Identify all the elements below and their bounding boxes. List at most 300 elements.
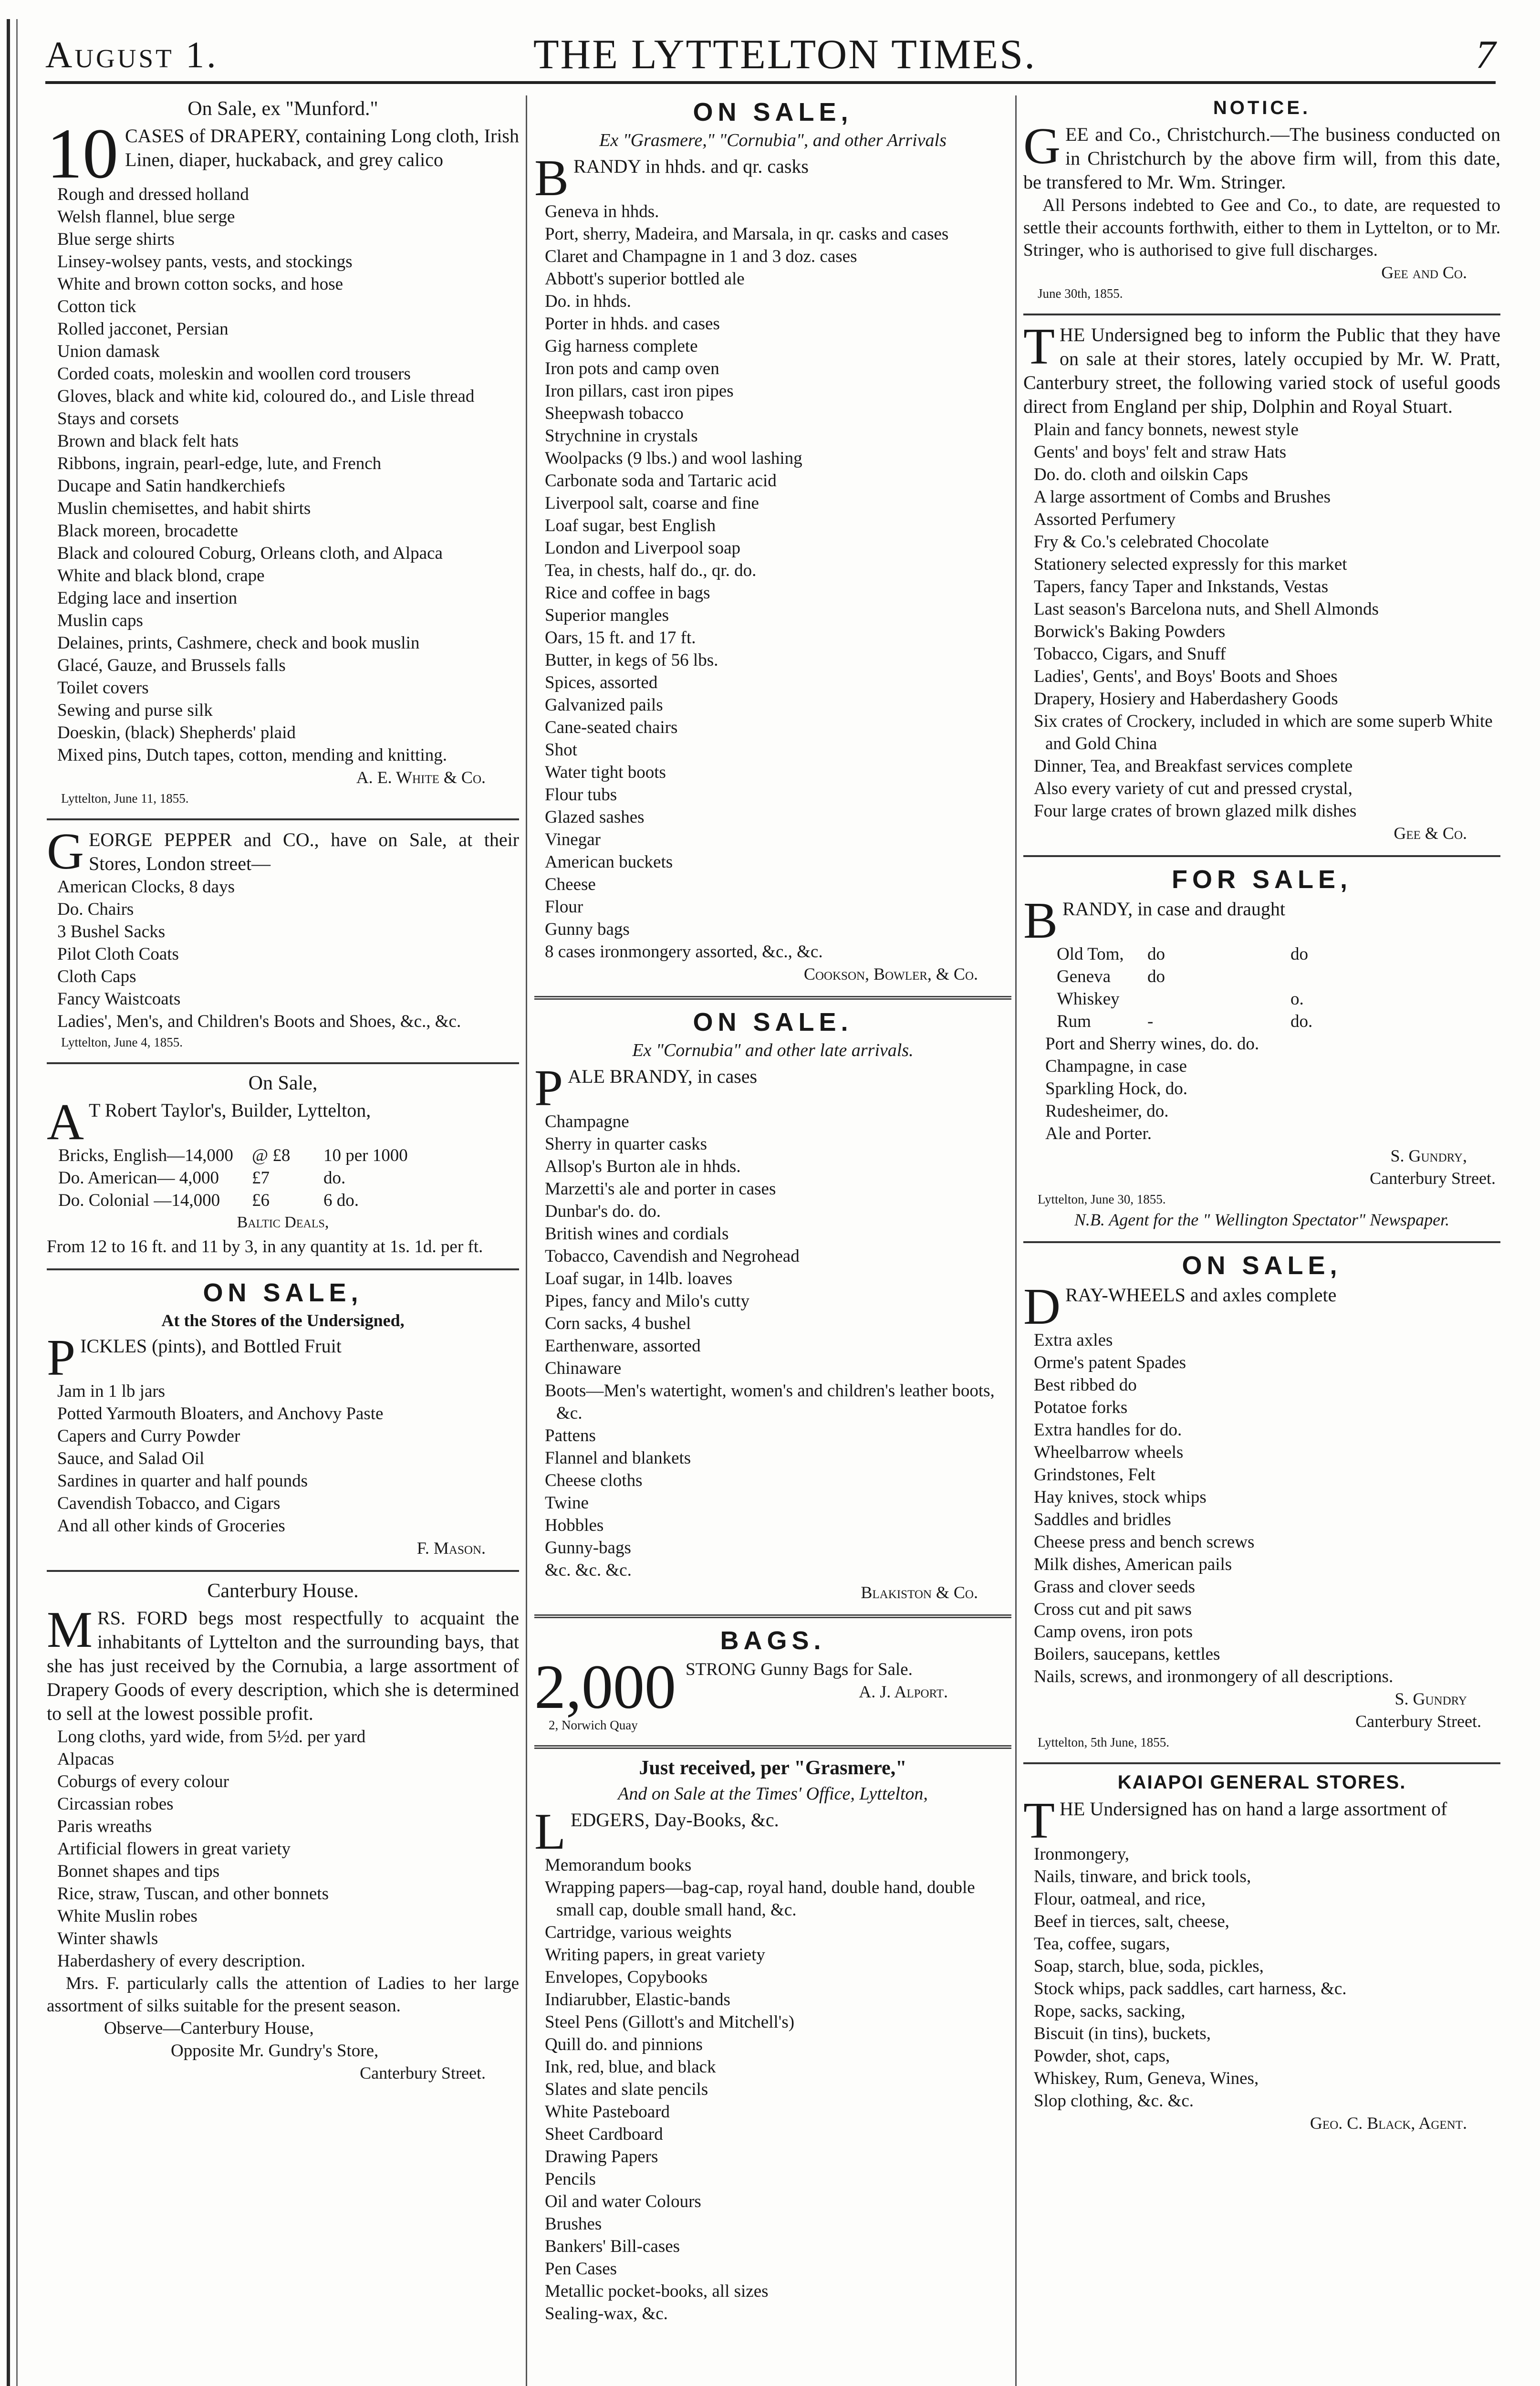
list-item: Artificial flowers in great variety xyxy=(57,1839,291,1859)
ad-divider xyxy=(534,1745,1011,1749)
list-item: Potatoe forks xyxy=(1034,1398,1128,1417)
list-item: Oil and water Colours xyxy=(545,2192,701,2211)
drop-cap: 10 xyxy=(47,114,118,193)
table-row xyxy=(1023,988,1500,1010)
ad-observe: Observe—Canterbury House, xyxy=(104,2019,314,2038)
ad-date: Lyttelton, 5th June, 1855. xyxy=(1038,1735,1169,1749)
drop-cap: P xyxy=(47,1329,76,1386)
list-item: Slop clothing, &c. &c. xyxy=(1034,2091,1194,2111)
list-item: Boots—Men's watertight, women's and children's leather boots, &c. xyxy=(545,1381,995,1423)
drop-cap: P xyxy=(534,1060,563,1117)
ad-robert-taylor xyxy=(47,1072,519,1258)
list-item: Nails, screws, and ironmongery of all descriptions. xyxy=(1034,1667,1394,1686)
list-item: Pipes, fancy and Milo's cutty xyxy=(545,1291,750,1311)
advertiser-address: 2, Norwich Quay xyxy=(549,1718,638,1732)
ad-lead xyxy=(47,823,519,880)
list-item: Cloth Caps xyxy=(57,967,136,986)
lead-text: RANDY in hhds. and qr. casks xyxy=(573,156,809,177)
ad-divider xyxy=(534,1614,1011,1618)
ad-title: KAIAPOI GENERAL STORES. xyxy=(1117,1772,1406,1793)
table-cell: - xyxy=(1147,1012,1154,1031)
list-item: American buckets xyxy=(545,852,673,872)
list-item: Camp ovens, iron pots xyxy=(1034,1622,1193,1642)
advertiser-signature: A. E. White & Co. xyxy=(356,768,486,787)
drop-cap: G xyxy=(1023,118,1061,175)
list-item: American Clocks, 8 days xyxy=(57,877,235,897)
list-item: Do. Chairs xyxy=(57,900,134,919)
advertiser-signature: Geo. C. Black, Agent. xyxy=(1310,2114,1467,2133)
page-number: 7 xyxy=(1476,32,1496,77)
list-item: Chinaware xyxy=(545,1359,622,1378)
column-2 xyxy=(534,95,1011,2386)
list-item: Gents' and boys' felt and straw Hats xyxy=(1034,442,1287,462)
ad-lead xyxy=(47,1094,519,1151)
list-item: Union damask xyxy=(57,342,160,361)
list-item: Spices, assorted xyxy=(545,673,658,692)
drop-cap: G xyxy=(47,823,84,880)
list-item: Stationery selected expressly for this market xyxy=(1034,555,1347,574)
list-item: Boilers, saucepans, kettles xyxy=(1034,1644,1220,1664)
list-item: Black moreen, brocadette xyxy=(57,521,239,541)
ad-title: ON SALE, xyxy=(1182,1251,1342,1280)
list-item: White Muslin robes xyxy=(57,1906,198,1926)
drop-cap: A xyxy=(47,1094,84,1151)
list-item: Galvanized pails xyxy=(545,695,663,715)
list-item: Hobbles xyxy=(545,1516,604,1535)
list-item: Port and Sherry wines, do. do. xyxy=(1045,1034,1259,1054)
ad-text: From 12 to 16 ft. and 11 by 3, in any quantity at 1s. 1d. per ft. xyxy=(47,1237,483,1256)
list-item: Welsh flannel, blue serge xyxy=(57,207,235,227)
list-item: Gloves, black and white kid, coloured do., and Lisle thread xyxy=(57,387,475,406)
column-rule-1 xyxy=(526,95,527,2386)
list-item: Jam in 1 lb jars xyxy=(57,1381,166,1401)
list-item: Cross cut and pit saws xyxy=(1034,1600,1192,1619)
table-cell: o. xyxy=(1290,989,1304,1009)
list-item: Sauce, and Salad Oil xyxy=(57,1449,205,1468)
table-row xyxy=(47,1144,519,1167)
lead-text: HE Undersigned has on hand a large assortment of xyxy=(1059,1798,1447,1820)
list-item: Gunny bags xyxy=(545,920,630,939)
list-item: Ink, red, blue, and black xyxy=(545,2057,716,2077)
list-item: Rice and coffee in bags xyxy=(545,583,710,603)
advertiser-signature: Blakiston & Co. xyxy=(861,1583,978,1602)
list-item: Ducape and Satin handkerchiefs xyxy=(57,476,285,496)
drop-cap: B xyxy=(534,150,569,207)
list-item: Best ribbed do xyxy=(1034,1375,1137,1395)
list-item: Wrapping papers—bag-cap, royal hand, double hand, double small cap, double small hand, &c. xyxy=(545,1878,975,1920)
ad-title: ON SALE, xyxy=(203,1278,363,1307)
advertiser-signature: S. Gundry xyxy=(1394,1689,1467,1708)
list-item: Alpacas xyxy=(57,1749,114,1769)
list-item: Black and coloured Coburg, Orleans cloth, and Alpaca xyxy=(57,544,443,563)
ad-title: On Sale, ex "Munford." xyxy=(187,98,378,120)
list-item: Sheepwash tobacco xyxy=(545,404,684,423)
list-item: Rudesheimer, do. xyxy=(1045,1101,1169,1121)
item-list xyxy=(1023,1843,1500,2112)
list-item: White and black blond, crape xyxy=(57,566,265,586)
ad-lead xyxy=(534,1060,1011,1117)
table-cell: Bricks, English—14,000 xyxy=(58,1146,233,1165)
lead-text: RAY-WHEELS and axles complete xyxy=(1065,1284,1337,1306)
agent-note: N.B. Agent for the " Wellington Spectator" Newspaper. xyxy=(1074,1210,1450,1229)
list-item: Ladies', Men's, and Children's Boots and Shoes, &c., &c. xyxy=(57,1012,461,1031)
list-item: Port, sherry, Madeira, and Marsala, in qr. casks and cases xyxy=(545,224,949,244)
ad-divider xyxy=(47,1268,519,1270)
list-item: Tobacco, Cigars, and Snuff xyxy=(1034,644,1226,664)
masthead-title: THE LYTTELTON TIMES. xyxy=(533,31,1037,78)
table-cell: do xyxy=(1290,944,1308,964)
list-item: Glazed sashes xyxy=(545,807,645,827)
list-item: Loaf sugar, best English xyxy=(545,516,716,535)
list-item: Cheese cloths xyxy=(545,1471,643,1490)
table-cell: 10 per 1000 xyxy=(323,1146,408,1165)
lead-text: EE and Co., Christchurch.—The business conducted on in Christchurch by the above firm will, from this date, be transfered to Mr. Wm. Stringer. xyxy=(1023,124,1500,193)
table-cell: 6 do. xyxy=(323,1191,359,1210)
list-item: Bankers' Bill-cases xyxy=(545,2237,680,2256)
list-item: Oars, 15 ft. and 17 ft. xyxy=(545,628,696,648)
list-item: Butter, in kegs of 56 lbs. xyxy=(545,650,718,670)
list-item: Fry & Co.'s celebrated Chocolate xyxy=(1034,532,1269,552)
advertiser-address-2: Canterbury Street. xyxy=(360,2063,486,2083)
list-item: Toilet covers xyxy=(57,678,149,698)
list-item: Soap, starch, blue, soda, pickles, xyxy=(1034,1957,1264,1976)
table-cell: do xyxy=(1147,944,1165,964)
list-item: Twine xyxy=(545,1493,589,1513)
ad-date: Lyttelton, June 4, 1855. xyxy=(61,1035,183,1049)
list-item: Powder, shot, caps, xyxy=(1034,2046,1170,2066)
ad-gundry-wheels xyxy=(1023,1251,1500,1752)
ad-divider xyxy=(1023,1762,1500,1764)
list-item: Sparkling Hock, do. xyxy=(1045,1079,1188,1099)
list-item: Rope, sacks, sacking, xyxy=(1034,2001,1186,2021)
binding-edge-inner xyxy=(16,19,18,2386)
page-header xyxy=(45,25,1496,87)
table-row xyxy=(1023,1010,1500,1033)
table-cell: £6 xyxy=(252,1191,270,1210)
ad-gee-stock xyxy=(1023,318,1500,845)
ad-date: Lyttelton, June 11, 1855. xyxy=(61,791,189,806)
list-item: Ale and Porter. xyxy=(1045,1124,1152,1143)
ad-lead xyxy=(1023,1278,1500,1335)
ad-subtitle: Ex "Cornubia" and other late arrivals. xyxy=(632,1040,914,1060)
advertiser-signature: Gee & Co. xyxy=(1394,824,1467,843)
list-item: Saddles and bridles xyxy=(1034,1510,1171,1529)
list-item: A large assortment of Combs and Brushes xyxy=(1034,487,1331,507)
list-item: Pilot Cloth Coats xyxy=(57,944,179,964)
item-list xyxy=(47,183,519,766)
list-item: Hay knives, stock whips xyxy=(1034,1487,1207,1507)
lead-text: HE Undersigned beg to inform the Public that they have on sale at their stores, lately occupied by Mr. W. Pratt, Canterbury street, the following varied stock of useful goods direct from England per ship, Dolphin and Royal Stuart. xyxy=(1023,324,1500,417)
lead-text: ALE BRANDY, in cases xyxy=(568,1066,758,1087)
issue-date: August 1. xyxy=(45,34,219,75)
list-item: Strychnine in crystals xyxy=(545,426,698,446)
ad-bags xyxy=(534,1626,1011,1735)
ad-lead xyxy=(47,1329,519,1386)
lead-text: CASES of DRAPERY, containing Long cloth, Irish Linen, diaper, huckaback, and grey calico xyxy=(125,125,519,170)
list-item: Cane-seated chairs xyxy=(545,718,678,737)
ad-divider xyxy=(534,996,1011,1000)
header-rule xyxy=(45,81,1496,84)
drop-cap: M xyxy=(47,1601,93,1658)
ad-subtitle: Baltic Deals, xyxy=(237,1214,329,1231)
ad-divider xyxy=(47,818,519,820)
list-item: Sardines in quarter and half pounds xyxy=(57,1471,308,1491)
list-item: Gunny-bags xyxy=(545,1538,631,1558)
list-item: Also every variety of cut and pressed crystal, xyxy=(1034,779,1353,798)
list-item: Plain and fancy bonnets, newest style xyxy=(1034,420,1299,440)
table-cell: Do. American— 4,000 xyxy=(58,1168,219,1188)
list-item: Cheese xyxy=(545,875,596,894)
list-item: Tapers, fancy Taper and Inkstands, Vestas xyxy=(1034,577,1329,596)
ad-divider xyxy=(1023,855,1500,857)
list-item: Borwick's Baking Powders xyxy=(1034,622,1226,641)
bag-quantity: 2,000 xyxy=(534,1652,676,1722)
list-item: British wines and cordials xyxy=(545,1224,729,1244)
ad-title: Canterbury House. xyxy=(207,1580,359,1602)
table-cell: do. xyxy=(1290,1012,1313,1031)
list-item: Blue serge shirts xyxy=(57,230,175,249)
list-item: Allsop's Burton ale in hhds. xyxy=(545,1157,741,1176)
list-item: Carbonate soda and Tartaric acid xyxy=(545,471,777,491)
list-item: Abbott's superior bottled ale xyxy=(545,269,745,289)
ad-subtitle: Ex "Grasmere," "Cornubia", and other Arrivals xyxy=(599,130,947,150)
item-list xyxy=(1023,419,1500,822)
table-row xyxy=(1023,965,1500,988)
list-item: Metallic pocket-books, all sizes xyxy=(545,2281,769,2301)
table-cell xyxy=(1290,965,1386,988)
table-cell: do. xyxy=(323,1168,346,1188)
list-item: London and Liverpool soap xyxy=(545,538,740,558)
ad-blakiston xyxy=(534,1007,1011,1604)
list-item: Ironmongery, xyxy=(1034,1844,1130,1864)
list-item: Extra axles xyxy=(1034,1330,1113,1350)
brick-price-table xyxy=(47,1144,519,1212)
ad-divider xyxy=(47,1570,519,1572)
list-item: Paris wreaths xyxy=(57,1817,152,1836)
list-item: White Pasteboard xyxy=(545,2102,670,2122)
list-item: Six crates of Crockery, included in which are some superb White and Gold China xyxy=(1034,712,1493,753)
list-item: Tea, coffee, sugars, xyxy=(1034,1934,1170,1954)
ad-date: Lyttelton, June 30, 1855. xyxy=(1038,1192,1166,1206)
item-list xyxy=(1023,1329,1500,1688)
list-item: 8 cases ironmongery assorted, &c., &c. xyxy=(545,942,823,962)
lead-text: RANDY, in case and draught xyxy=(1062,898,1285,920)
list-item: Iron pots and camp oven xyxy=(545,359,719,378)
list-item: &c. &c. &c. xyxy=(545,1560,632,1580)
list-item: Do. in hhds. xyxy=(545,292,631,311)
advertiser-signature: S. Gundry, xyxy=(1390,1146,1467,1165)
list-item: Biscuit (in tins), buckets, xyxy=(1034,2024,1211,2043)
item-list xyxy=(47,1726,519,1972)
list-item: Sheet Cardboard xyxy=(545,2124,663,2144)
list-item: Brown and black felt hats xyxy=(57,431,239,451)
list-item: Edging lace and insertion xyxy=(57,588,238,608)
list-item: Flour xyxy=(545,897,583,917)
ad-canterbury-house xyxy=(47,1580,519,2084)
list-item: Assorted Perfumery xyxy=(1034,510,1176,529)
advertiser-address-1: Opposite Mr. Gundry's Store, xyxy=(171,2041,379,2061)
ad-lead xyxy=(1023,1792,1500,1849)
list-item: Last season's Barcelona nuts, and Shell Almonds xyxy=(1034,599,1379,619)
ad-date: June 30th, 1855. xyxy=(1038,286,1123,301)
list-item: Corded coats, moleskin and woollen cord trousers xyxy=(57,364,411,384)
ad-title: FOR SALE, xyxy=(1171,865,1352,894)
ad-cookson-bowler xyxy=(534,97,1011,985)
ad-lead xyxy=(534,150,1011,207)
list-item: Gig harness complete xyxy=(545,336,698,356)
list-item: 3 Bushel Sacks xyxy=(57,922,166,942)
list-item: Vinegar xyxy=(545,830,601,849)
list-item: Drawing Papers xyxy=(545,2147,658,2166)
ad-divider xyxy=(47,1062,519,1064)
list-item: Ribbons, ingrain, pearl-edge, lute, and French xyxy=(57,454,382,473)
list-item: Envelopes, Copybooks xyxy=(545,1967,708,1987)
list-item: Mixed pins, Dutch tapes, cotton, mending and knitting. xyxy=(57,745,447,765)
drop-cap: T xyxy=(1023,318,1055,375)
list-item: Loaf sugar, in 14lb. loaves xyxy=(545,1269,733,1288)
list-item: Iron pillars, cast iron pipes xyxy=(545,381,734,401)
list-item: Superior mangles xyxy=(545,606,669,625)
table-row xyxy=(1023,943,1500,965)
table-cell: do xyxy=(1147,967,1165,986)
list-item: Sealing-wax, &c. xyxy=(545,2304,668,2323)
list-item: Indiarubber, Elastic-bands xyxy=(545,1990,730,2009)
ad-subtitle: And on Sale at the Times' Office, Lyttelton, xyxy=(618,1784,928,1804)
ad-title: ON SALE, xyxy=(693,98,853,126)
ad-divider xyxy=(1023,314,1500,315)
list-item: Cheese press and bench screws xyxy=(1034,1532,1255,1552)
list-item: Extra handles for do. xyxy=(1034,1420,1182,1440)
list-item: Cartridge, various weights xyxy=(545,1923,732,1942)
list-item: Circassian robes xyxy=(57,1794,174,1814)
list-item: Haberdashery of every description. xyxy=(57,1951,305,1971)
ad-times-stationery xyxy=(534,1757,1011,2325)
list-item: Nails, tinware, and brick tools, xyxy=(1034,1867,1251,1886)
list-item: Writing papers, in great variety xyxy=(545,1945,765,1965)
lead-text: ICKLES (pints), and Bottled Fruit xyxy=(80,1335,342,1357)
advertiser-address: Canterbury Street. xyxy=(1355,1712,1481,1731)
list-item: Brushes xyxy=(545,2214,602,2234)
list-item: Coburgs of every colour xyxy=(57,1772,229,1791)
list-item: Sherry in quarter casks xyxy=(545,1134,708,1154)
ad-title: On Sale, xyxy=(248,1072,318,1094)
list-item: Cotton tick xyxy=(57,297,136,316)
table-cell: Do. Colonial —14,000 xyxy=(58,1191,220,1210)
ad-lead xyxy=(534,1803,1011,1860)
advertiser-address: Canterbury Street. xyxy=(1370,1169,1496,1188)
list-item: Muslin caps xyxy=(57,611,143,630)
list-item: Tea, in chests, half do., qr. do. xyxy=(545,561,757,580)
list-item: Muslin chemisettes, and habit shirts xyxy=(57,499,311,518)
list-item: Whiskey, Rum, Geneva, Wines, xyxy=(1034,2069,1259,2088)
ad-kaiapoi-stores xyxy=(1023,1772,1500,2135)
ad-text: STRONG Gunny Bags for Sale. xyxy=(686,1660,913,1679)
item-list xyxy=(47,876,519,1033)
ad-text: Mrs. F. particularly calls the attention of Ladies to her large assortment of silks suitable for the present season. xyxy=(47,1974,519,2016)
ad-divider xyxy=(1023,1241,1500,1243)
list-item: Stays and corsets xyxy=(57,409,179,429)
list-item: Doeskin, (black) Shepherds' plaid xyxy=(57,723,296,743)
lead-text: EDGERS, Day-Books, &c. xyxy=(570,1809,779,1831)
list-item: Pencils xyxy=(545,2169,596,2189)
ad-gee-notice xyxy=(1023,97,1500,303)
item-list xyxy=(534,200,1011,963)
list-item: Flannel and blankets xyxy=(545,1448,691,1468)
list-item: Stock whips, pack saddles, cart harness, &c. xyxy=(1034,1979,1347,1999)
advertiser-signature: Cookson, Bowler, & Co. xyxy=(803,964,978,984)
list-item: Rice, straw, Tuscan, and other bonnets xyxy=(57,1884,329,1904)
list-item: Flour tubs xyxy=(545,785,617,805)
column-rule-2 xyxy=(1015,95,1017,2386)
list-item: Long cloths, yard wide, from 5½d. per yard xyxy=(57,1727,366,1747)
table-cell: @ £8 xyxy=(252,1146,291,1165)
advertiser-signature: F. Mason. xyxy=(416,1538,486,1558)
list-item: Liverpool salt, coarse and fine xyxy=(545,493,759,513)
table-cell: Geneva xyxy=(1057,967,1111,986)
lead-text: EORGE PEPPER and CO., have on Sale, at their Stores, London street— xyxy=(89,829,519,874)
table-cell xyxy=(1147,988,1290,1010)
list-item: Wheelbarrow wheels xyxy=(1034,1443,1184,1462)
item-list xyxy=(534,1854,1011,2325)
table-cell: Old Tom, xyxy=(1057,944,1124,964)
list-item: White and brown cotton socks, and hose xyxy=(57,274,343,294)
ad-mason-pickles xyxy=(47,1278,519,1559)
list-item: Steel Pens (Gillott's and Mitchell's) xyxy=(545,2012,795,2032)
list-item: Four large crates of brown glazed milk dishes xyxy=(1034,801,1357,821)
list-item: Cavendish Tobacco, and Cigars xyxy=(57,1494,281,1513)
list-item: Dunbar's do. do. xyxy=(545,1202,661,1221)
list-item: Memorandum books xyxy=(545,1855,692,1875)
list-item: Quill do. and pinnions xyxy=(545,2035,703,2054)
ad-text: All Persons indebted to Gee and Co., to date, are requested to settle their accounts forthwith, either to them in Lyttelton, or to Mr. Stringer, who is authorised to give full discharges. xyxy=(1023,196,1500,260)
ad-george-pepper xyxy=(47,823,519,1052)
drop-cap: B xyxy=(1023,892,1058,949)
list-item: Dinner, Tea, and Breakfast services complete xyxy=(1034,756,1353,776)
list-item: Woolpacks (9 lbs.) and wool lashing xyxy=(545,449,802,468)
ad-lead xyxy=(47,1601,519,1726)
list-item: Beef in tierces, salt, cheese, xyxy=(1034,1912,1229,1931)
ad-gundry-brandy xyxy=(1023,865,1500,1231)
list-item: And all other kinds of Groceries xyxy=(57,1516,285,1536)
table-row xyxy=(47,1189,519,1212)
table-cell: Rum xyxy=(1057,1012,1091,1031)
binding-edge xyxy=(7,19,10,2386)
list-item: Tobacco, Cavendish and Negrohead xyxy=(545,1246,800,1266)
ad-title: BAGS. xyxy=(720,1626,826,1655)
list-item: Potted Yarmouth Bloaters, and Anchovy Paste xyxy=(57,1404,384,1423)
ad-lead xyxy=(47,114,519,193)
advertiser-signature: Gee and Co. xyxy=(1381,263,1467,282)
list-item: Drapery, Hosiery and Haberdashery Goods xyxy=(1034,689,1338,709)
column-1 xyxy=(47,95,519,2386)
list-item: Pen Cases xyxy=(545,2259,617,2279)
table-row xyxy=(47,1167,519,1189)
list-item: Champagne xyxy=(545,1112,629,1131)
ad-title: ON SALE. xyxy=(693,1008,853,1036)
list-item: Geneva in hhds. xyxy=(545,202,659,221)
list-item: Bonnet shapes and tips xyxy=(57,1862,220,1881)
ad-lead xyxy=(1023,318,1500,419)
list-item: Grass and clover seeds xyxy=(1034,1577,1196,1597)
list-item: Fancy Waistcoats xyxy=(57,989,181,1009)
list-item: Delaines, prints, Cashmere, check and book muslin xyxy=(57,633,420,653)
lead-text: RS. FORD begs most respectfully to acquaint the inhabitants of Lyttelton and the surrounding bays, that she has just received by the Cornubia, a large assortment of Drapery Goods of every description, which she is determined to sell at the lowest possible profit. xyxy=(47,1607,519,1724)
ad-lead xyxy=(1023,118,1500,194)
drop-cap: L xyxy=(534,1803,566,1860)
advertiser-signature: A. J. Alport. xyxy=(859,1682,948,1701)
list-item: Pattens xyxy=(545,1426,596,1445)
item-list xyxy=(534,1110,1011,1581)
